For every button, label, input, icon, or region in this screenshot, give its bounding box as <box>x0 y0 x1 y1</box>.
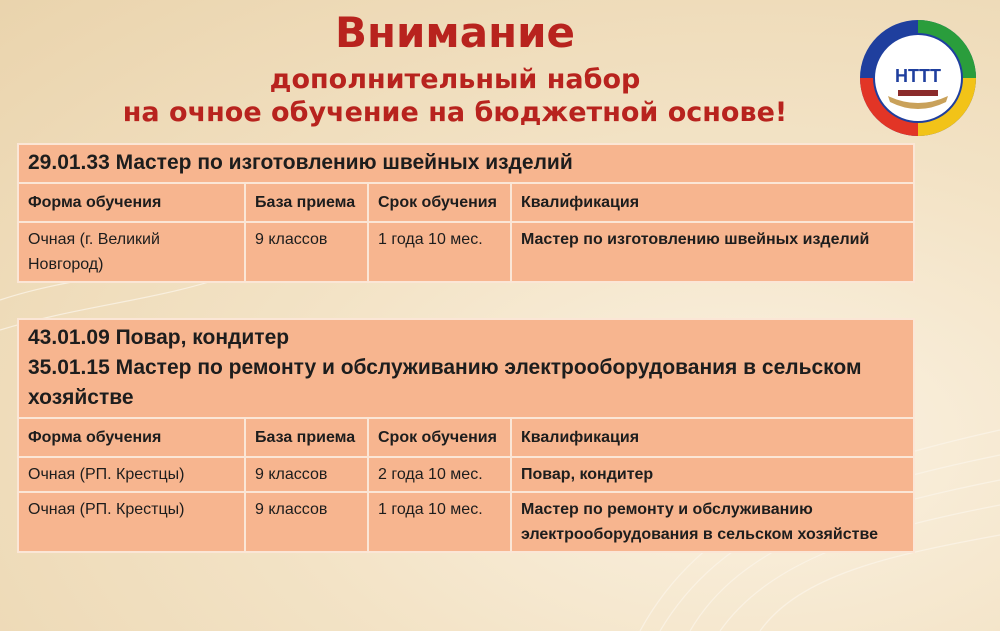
col-header-qualification: Квалификация <box>511 183 914 222</box>
cell-base: 9 классов <box>245 492 368 552</box>
cell-term: 2 года 10 мес. <box>368 457 511 492</box>
page-title: Внимание <box>334 8 576 57</box>
cell-qualification: Мастер по ремонту и обслуживанию электрооборудования в сельском хозяйстве <box>511 492 914 552</box>
col-header-base: База приема <box>245 183 368 222</box>
program-title-block <box>18 319 914 418</box>
cell-qualification: Повар, кондитер <box>511 457 914 492</box>
cell-base: 9 классов <box>245 222 368 282</box>
col-header-qualification: Квалификация <box>511 418 914 457</box>
page-subtitle-1: дополнительный набор <box>269 64 641 95</box>
program-title: 43.01.09 Повар, кондитер <box>28 326 290 349</box>
col-header-term: Срок обучения <box>368 418 511 457</box>
logo-abbr: НТТТ <box>895 66 941 86</box>
col-header-form: Форма обучения <box>18 183 245 222</box>
cell-term: 1 года 10 мес. <box>368 492 511 552</box>
cell-term: 1 года 10 мес. <box>368 222 511 282</box>
page-subtitle-2: на очное обучение на бюджетной основе! <box>122 97 788 128</box>
cell-form: Очная (г. Великий Новгород) <box>18 222 245 282</box>
college-logo <box>858 18 978 138</box>
col-header-term: Срок обучения <box>368 183 511 222</box>
table-row <box>18 222 914 282</box>
col-header-base: База приема <box>245 418 368 457</box>
table-row <box>18 457 914 492</box>
program-table-1 <box>17 143 915 283</box>
cell-base: 9 классов <box>245 457 368 492</box>
col-header-form: Форма обучения <box>18 418 245 457</box>
cell-qualification: Мастер по изготовлению швейных изделий <box>511 222 914 282</box>
program-title: 29.01.33 Мастер по изготовлению швейных изделий <box>18 144 914 183</box>
program-table-2 <box>17 318 915 553</box>
table-row <box>18 492 914 552</box>
cell-form: Очная (РП. Крестцы) <box>18 492 245 552</box>
cell-form: Очная (РП. Крестцы) <box>18 457 245 492</box>
program-title: 35.01.15 Мастер по ремонту и обслуживанию электрооборудования в сельском хозяйстве <box>28 356 862 409</box>
